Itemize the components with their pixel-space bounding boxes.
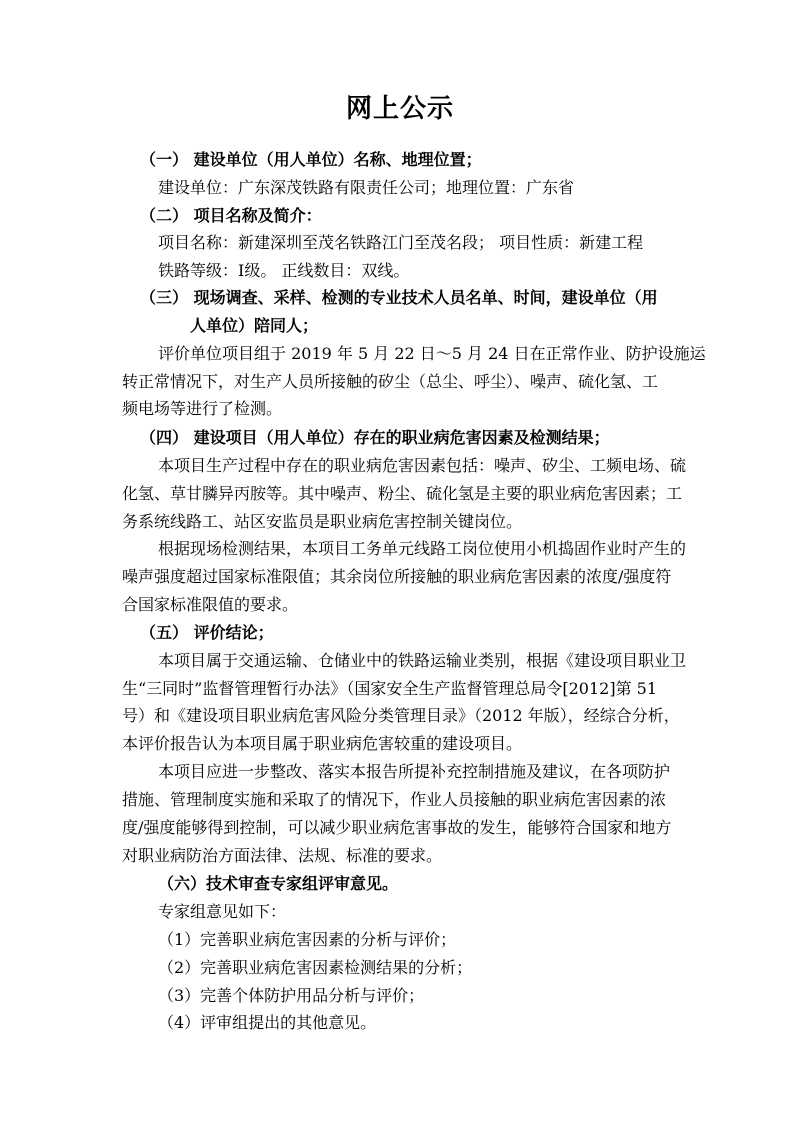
list-item: （4）评审组提出的其他意见。 [158,1013,377,1032]
text-line: 项目名称：新建深圳至茂名铁路江门至茂名段； 项目性质：新建工程 [158,233,644,252]
text-line: 评价单位项目组于 2019 年 5 月 22 日～5 月 24 日在正常作业、防护设施运 [158,344,706,363]
list-item: （1）完善职业病危害因素的分析与评价； [158,930,457,949]
text-line: 根据现场检测结果，本项目工务单元线路工岗位使用小机捣固作业时产生的 [158,539,687,558]
text-line: 频电场等进行了检测。 [122,399,283,418]
text-line: 噪声强度超过国家标准限值；其余岗位所接触的职业病危害因素的浓度/强度符 [122,567,672,586]
list-item: （2）完善职业病危害因素检测结果的分析； [158,958,473,977]
text-line: 化氢、草甘膦异丙胺等。其中噪声、粉尘、硫化氢是主要的职业病危害因素；工 [122,484,683,503]
section-3-heading: （三） 现场调查、采样、检测的专业技术人员名单、时间，建设单位（用 [140,288,658,307]
text-line: 本项目生产过程中存在的职业病危害因素包括：噪声、矽尘、工频电场、硫 [158,456,687,475]
section-4-heading: （四） 建设项目（用人单位）存在的职业病危害因素及检测结果； [140,428,610,447]
text-line: 铁路等级：Ⅰ级。 正线数目：双线。 [158,261,410,280]
text-line: 本项目属于交通运输、仓储业中的铁路运输业类别，根据《建设项目职业卫 [158,651,687,670]
text-line: 本评价报告认为本项目属于职业病危害较重的建设项目。 [122,734,523,753]
text-line: 合国家标准限值的要求。 [122,595,299,614]
section-3-heading-cont: 人单位）陪同人； [190,316,319,335]
text-line: 生“三同时”监督管理暂行办法》（国家安全生产监督管理总局令[2012]第 51 [122,679,658,698]
section-1-heading: （一） 建设单位（用人单位）名称、地理位置； [140,150,482,169]
text-line: 建设单位：广东深茂铁路有限责任公司；地理位置：广东省 [158,178,575,197]
section-6-heading: （六）技术审查专家组评审意见。 [158,874,399,893]
text-line: 对职业病防治方面法律、法规、标准的要求。 [122,846,443,865]
text-line: 转正常情况下，对生产人员所接触的矽尘（总尘、呼尘）、噪声、硫化氢、工 [122,372,659,391]
text-line: 措施、管理制度实施和采取了的情况下，作业人员接触的职业病危害因素的浓 [122,790,667,809]
text-line: 本项目应进一步整改、落实本报告所提补充控制措施及建议，在各项防护 [158,762,671,781]
text-line: 度/强度能够得到控制，可以减少职业病危害事故的发生，能够符合国家和地方 [122,818,672,837]
list-item: （3）完善个体防护用品分析与评价； [158,986,425,1005]
text-line: 号）和《建设项目职业病危害风险分类管理目录》（2012 年版），经综合分析， [122,706,680,725]
page-title: 网上公示 [345,94,454,124]
text-line: 专家组意见如下： [158,902,287,921]
section-5-heading: （五） 评价结论； [140,623,274,642]
text-line: 务系统线路工、站区安监员是职业病危害控制关键岗位。 [122,512,523,531]
section-2-heading: （二） 项目名称及简介： [140,206,322,225]
